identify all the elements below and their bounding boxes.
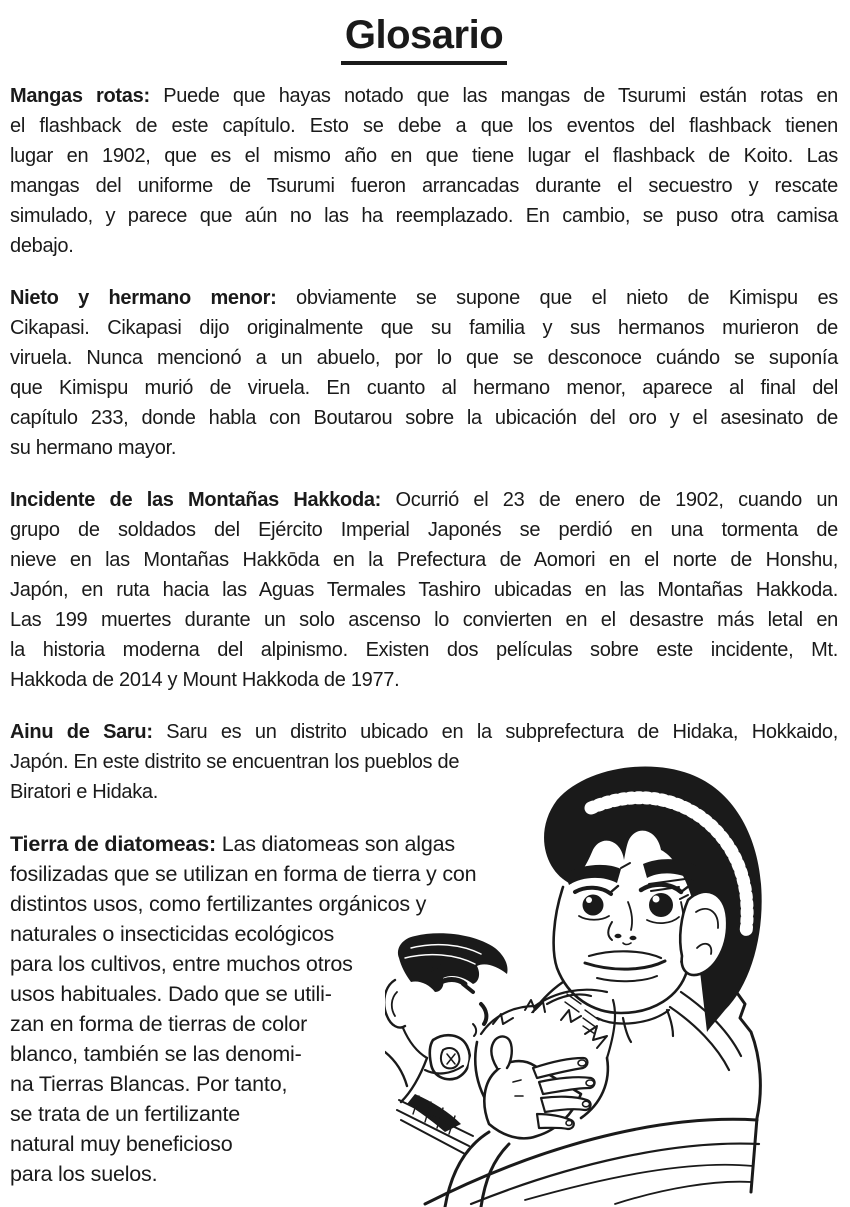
glossary-line <box>10 283 838 313</box>
robe-wrap-lines <box>425 1119 759 1204</box>
glossary-line: lugar en 1902, que es el mismo año en que tiene lugar el flashback de Koito. Las <box>10 145 838 167</box>
glossary-line: la historia moderna del alpinismo. Existen dos películas sobre este incidente, Mt. <box>10 639 838 661</box>
glossary-line: Cikapasi. Cikapasi dijo originalmente que su familia y sus hermanos murieron de <box>10 317 838 339</box>
glossary-line: para los suelos. <box>10 1162 158 1186</box>
glossary-entry-incidente-hakkoda <box>10 485 838 695</box>
glossary-term: Nieto y hermano menor: <box>10 287 277 309</box>
glossary-term: Tierra de diatomeas: <box>10 832 216 856</box>
glossary-line-text: Las diatomeas son algas <box>221 832 455 856</box>
glossary-line: naturales o insecticidas ecológicos <box>10 922 335 946</box>
glossary-term: Mangas rotas: <box>10 85 150 107</box>
glossary-line: zan en forma de tierras de color <box>10 1012 308 1036</box>
glossary-term: Ainu de Saru: <box>10 721 153 743</box>
glossary-line <box>10 485 838 515</box>
glossary-line: blanco, también se las denomi- <box>10 1042 302 1066</box>
glossary-entry-nieto-y-hermano-menor <box>10 283 838 463</box>
glossary-line: nieve en las Montañas Hakkōda en la Prefectura de Aomori en el norte de Honshu, <box>10 549 838 571</box>
glossary-line: fosilizadas que se utilizan en forma de tierra y con <box>10 862 477 886</box>
glossary-line: mangas del uniforme de Tsurumi fueron arrancadas durante el secuestro y rescate <box>10 175 838 197</box>
glossary-line: viruela. Nunca mencionó a un abuelo, por lo que se desconoce cuándo se suponía <box>10 347 838 369</box>
glossary-line: debajo. <box>10 235 74 257</box>
glossary-line: capítulo 233, donde habla con Boutarou sobre la ubicación del oro y el asesinato de <box>10 407 838 429</box>
glossary-line: Hakkoda de 2014 y Mount Hakkoda de 1977. <box>10 669 400 691</box>
glossary-line: para los cultivos, entre muchos otros <box>10 952 353 976</box>
page-title <box>10 12 838 65</box>
glossary-line: Las 199 muertes durante un solo ascenso lo convierten en el desastre más letal en <box>10 609 838 631</box>
glossary-line: el flashback de este capítulo. Esto se debe a que los eventos del flashback tienen <box>10 115 838 137</box>
glossary-line: Japón. En este distrito se encuentran los pueblos de <box>10 751 460 773</box>
glossary-line: grupo de soldados del Ejército Imperial Japonés se perdió en una tormenta de <box>10 519 838 541</box>
glossary-line: que Kimispu murió de viruela. En cuanto al hermano menor, aparece al final del <box>10 377 838 399</box>
glossary-line-text: obviamente se supone que el nieto de Kimispu es <box>296 287 838 309</box>
glossary-line: simulado, y parece que aún no las ha reemplazado. En cambio, se puso otra camisa <box>10 205 838 227</box>
glossary-line: distintos usos, como fertilizantes orgánicos y <box>10 892 427 916</box>
small-character-collar-stripes <box>397 1094 473 1154</box>
glossary-line: su hermano mayor. <box>10 437 177 459</box>
manga-illustration <box>385 752 850 1207</box>
glossary-term: Incidente de las Montañas Hakkoda: <box>10 489 382 511</box>
glossary-line: natural muy beneficioso <box>10 1132 233 1156</box>
glossary-line: Biratori e Hidaka. <box>10 781 158 803</box>
glossary-line-text: Saru es un distrito ubicado en la subprefectura de Hidaka, Hokkaido, <box>166 721 838 743</box>
glossary-line: se trata de un fertilizante <box>10 1102 241 1126</box>
glossary-line: usos habituales. Dado que se utili- <box>10 982 332 1006</box>
glossary-line-text: Ocurrió el 23 de enero de 1902, cuando un <box>395 489 838 511</box>
glossary-line <box>10 81 838 111</box>
glossary-entry-mangas-rotas <box>10 81 838 261</box>
glossary-line: na Tierras Blancas. Por tanto, <box>10 1072 288 1096</box>
large-character-shoulder <box>735 990 760 1192</box>
page-title-text: Glosario <box>341 12 507 65</box>
glossary-line-text: Puede que hayas notado que las mangas de Tsurumi están rotas en <box>163 85 839 107</box>
glossary-line: Japón, en ruta hacia las Aguas Termales Tashiro ubicadas en las Montañas Hakkoda. <box>10 579 838 601</box>
glossary-line <box>10 717 838 747</box>
